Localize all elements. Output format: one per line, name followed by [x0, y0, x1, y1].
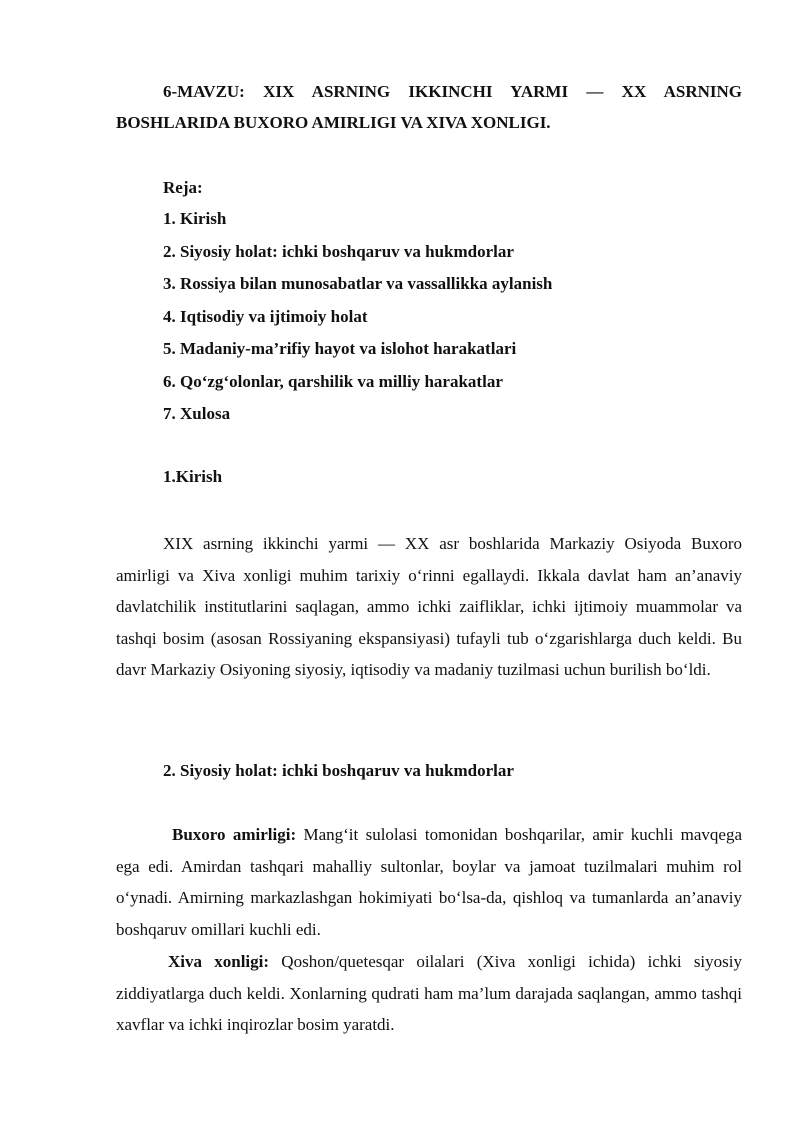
khiva-lead: Xiva xonligi: [168, 952, 270, 971]
plan-item: 7. Xulosa [163, 404, 231, 423]
plan-item: 3. Rossiya bilan munosabatlar va vassallikka aylanish [163, 274, 553, 293]
plan-item: 4. Iqtisodiy va ijtimoiy holat [163, 306, 368, 326]
bukhara-text: Mang‘it sulolasi tomonidan boshqarilar, amir kuchli mavqega ega edi. Amirdan tashqari mahalliy sultonlar, boylar va jamoat tuzilmalari muhim rol o‘ynadi. Amirning markazlashgan hokimiyati bo‘lsa-da, qishloq va tumanlarda an’anaviy boshqaruv omillari kuchli edi. [116, 825, 742, 939]
plan-item: 2. Siyosiy holat: ichki boshqaruv va hukmdorlar [163, 241, 514, 261]
introduction-paragraph: XIX asrning ikkinchi yarmi — XX asr boshlarida Markaziy Osiyoda Buxoro amirligi va Xiva xonligi muhim tarixiy o‘rinni egallaydi. Ikkala davlat ham an’anaviy davlatchilik institutlarini saqlagan, ammo ichki zaifliklar, ichki ijtimoiy muammolar va tashqi bosim (asosan Rossiyaning ekspansiyasi) tufayli tub o‘zgarishlarga duch keldi. Bu davr Markaziy Osiyoning siyosiy, iqtisodiy va madaniy tuzilmasi uchun burilish bo‘ldi. [116, 534, 742, 679]
plan-heading: Reja: [163, 178, 203, 197]
plan-item: 6. Qo‘zg‘olonlar, qarshilik va milliy harakatlar [163, 371, 503, 391]
khiva-paragraph [116, 946, 742, 1041]
plan-item: 1. Kirish [163, 209, 227, 228]
section-heading-introduction: 1.Kirish [163, 467, 223, 486]
plan-list [163, 203, 552, 431]
plan-item: 5. Madaniy-ma’rifiy hayot va islohot harakatlari [163, 339, 517, 358]
khiva-text: Qoshon/quetesqar oilalari (Xiva xonligi ichida) ichki siyosiy ziddiyatlarga duch keldi. Xonlarning qudrati ham ma’lum darajada saqlangan, ammo tashqi xavflar va ichki inqirozlar bosim yaratdi. [116, 952, 742, 1034]
document-title: 6-MAVZU: XIX ASRNING IKKINCHI YARMI — XX ASRNING BOSHLARIDA BUXORO AMIRLIGI VA XIVA XONLIGI. [116, 82, 742, 132]
section-heading-political-situation: 2. Siyosiy holat: ichki boshqaruv va hukmdorlar [163, 761, 514, 780]
bukhara-paragraph [116, 819, 742, 945]
bukhara-lead: Buxoro amirligi: [172, 825, 297, 844]
